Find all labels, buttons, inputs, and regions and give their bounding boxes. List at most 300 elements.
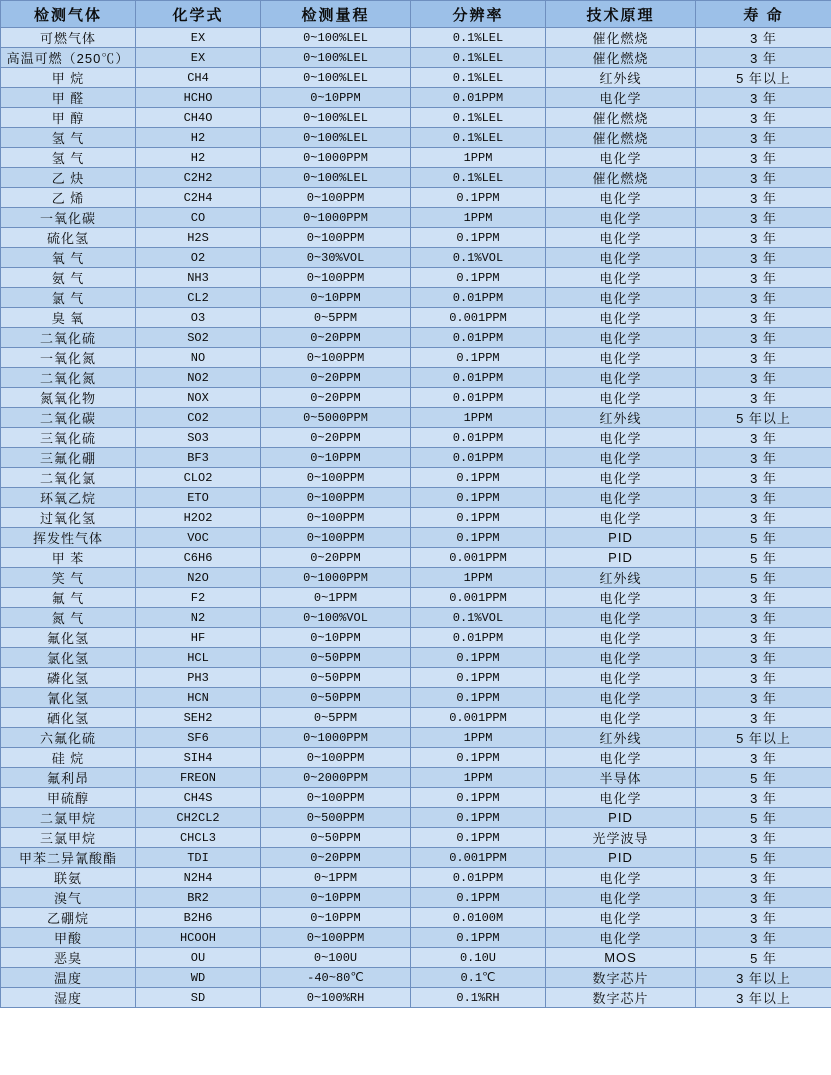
cell-range: 0~100%RH [261, 988, 411, 1008]
cell-gas-name: 氯化氢 [1, 648, 136, 668]
table-row [1, 968, 831, 988]
cell-resolution: 0.001PPM [411, 548, 546, 568]
cell-formula: NO2 [136, 368, 261, 388]
cell-resolution: 0.1PPM [411, 648, 546, 668]
cell-principle: 电化学 [546, 668, 696, 688]
cell-range: 0~100%LEL [261, 68, 411, 88]
cell-formula: ETO [136, 488, 261, 508]
cell-principle: 红外线 [546, 568, 696, 588]
cell-lifetime: 3 年 [696, 288, 831, 308]
table-row [1, 868, 831, 888]
cell-range: 0~100PPM [261, 228, 411, 248]
cell-lifetime: 3 年 [696, 908, 831, 928]
cell-range: 0~1000PPM [261, 728, 411, 748]
cell-lifetime: 3 年 [696, 28, 831, 48]
table-row [1, 588, 831, 608]
cell-lifetime: 5 年 [696, 948, 831, 968]
cell-gas-name: 氟利昂 [1, 768, 136, 788]
cell-lifetime: 3 年 [696, 308, 831, 328]
cell-range: 0~100%LEL [261, 168, 411, 188]
table-row [1, 408, 831, 428]
cell-range: 0~10PPM [261, 448, 411, 468]
cell-principle: 电化学 [546, 188, 696, 208]
cell-lifetime: 3 年 [696, 168, 831, 188]
cell-resolution: 1PPM [411, 208, 546, 228]
cell-resolution: 0.001PPM [411, 848, 546, 868]
column-header-range: 检测量程 [261, 1, 411, 28]
cell-gas-name: 六氟化硫 [1, 728, 136, 748]
cell-gas-name: 过氧化氢 [1, 508, 136, 528]
cell-resolution: 1PPM [411, 728, 546, 748]
cell-principle: 电化学 [546, 628, 696, 648]
cell-principle: 电化学 [546, 368, 696, 388]
cell-formula: SO3 [136, 428, 261, 448]
cell-gas-name: 二氧化碳 [1, 408, 136, 428]
cell-range: 0~100%LEL [261, 48, 411, 68]
cell-range: 0~20PPM [261, 368, 411, 388]
cell-formula: H2 [136, 128, 261, 148]
column-header-principle: 技术原理 [546, 1, 696, 28]
cell-gas-name: 氯 气 [1, 288, 136, 308]
cell-lifetime: 3 年 [696, 888, 831, 908]
cell-lifetime: 3 年 [696, 788, 831, 808]
cell-resolution: 0.1PPM [411, 188, 546, 208]
cell-formula: SO2 [136, 328, 261, 348]
cell-gas-name: 环氧乙烷 [1, 488, 136, 508]
cell-gas-name: 二氯甲烷 [1, 808, 136, 828]
cell-formula: H2S [136, 228, 261, 248]
cell-formula: H2 [136, 148, 261, 168]
table-row [1, 728, 831, 748]
cell-principle: 电化学 [546, 388, 696, 408]
cell-range: 0~10PPM [261, 288, 411, 308]
cell-principle: 电化学 [546, 508, 696, 528]
cell-resolution: 1PPM [411, 768, 546, 788]
cell-formula: CO2 [136, 408, 261, 428]
cell-principle: 电化学 [546, 208, 696, 228]
cell-resolution: 0.1PPM [411, 748, 546, 768]
table-row [1, 788, 831, 808]
cell-gas-name: 硒化氢 [1, 708, 136, 728]
table-row [1, 48, 831, 68]
cell-range: 0~100PPM [261, 528, 411, 548]
cell-resolution: 0.1%RH [411, 988, 546, 1008]
table-row [1, 308, 831, 328]
cell-principle: 电化学 [546, 228, 696, 248]
cell-range: 0~50PPM [261, 828, 411, 848]
cell-range: 0~100PPM [261, 348, 411, 368]
cell-resolution: 0.1PPM [411, 888, 546, 908]
cell-gas-name: 乙 烯 [1, 188, 136, 208]
cell-formula: HCL [136, 648, 261, 668]
cell-lifetime: 3 年 [696, 388, 831, 408]
cell-principle: PID [546, 528, 696, 548]
cell-lifetime: 3 年 [696, 128, 831, 148]
cell-resolution: 0.1%VOL [411, 248, 546, 268]
cell-principle: 电化学 [546, 308, 696, 328]
cell-range: 0~10PPM [261, 88, 411, 108]
cell-gas-name: 恶臭 [1, 948, 136, 968]
cell-lifetime: 3 年 [696, 48, 831, 68]
cell-formula: CH4S [136, 788, 261, 808]
cell-gas-name: 三氯甲烷 [1, 828, 136, 848]
cell-formula: CO [136, 208, 261, 228]
cell-principle: 电化学 [546, 908, 696, 928]
cell-gas-name: 甲苯二异氰酸酯 [1, 848, 136, 868]
cell-gas-name: 氧 气 [1, 248, 136, 268]
table-row [1, 568, 831, 588]
cell-resolution: 0.1℃ [411, 968, 546, 988]
cell-lifetime: 3 年 [696, 668, 831, 688]
table-row [1, 368, 831, 388]
cell-gas-name: 磷化氢 [1, 668, 136, 688]
table-row [1, 768, 831, 788]
table-row [1, 28, 831, 48]
cell-gas-name: 氟 气 [1, 588, 136, 608]
table-row [1, 708, 831, 728]
cell-range: 0~10PPM [261, 888, 411, 908]
cell-resolution: 0.01PPM [411, 628, 546, 648]
cell-lifetime: 5 年以上 [696, 408, 831, 428]
cell-range: 0~1PPM [261, 868, 411, 888]
cell-resolution: 0.1PPM [411, 268, 546, 288]
cell-lifetime: 3 年 [696, 688, 831, 708]
cell-formula: HCN [136, 688, 261, 708]
cell-principle: 电化学 [546, 928, 696, 948]
cell-gas-name: 三氟化硼 [1, 448, 136, 468]
cell-gas-name: 可燃气体 [1, 28, 136, 48]
table-row [1, 688, 831, 708]
cell-formula: C6H6 [136, 548, 261, 568]
cell-principle: PID [546, 848, 696, 868]
cell-gas-name: 二氧化氯 [1, 468, 136, 488]
cell-gas-name: 笑 气 [1, 568, 136, 588]
cell-principle: 电化学 [546, 788, 696, 808]
cell-resolution: 0.01PPM [411, 368, 546, 388]
cell-gas-name: 挥发性气体 [1, 528, 136, 548]
cell-lifetime: 3 年 [696, 448, 831, 468]
cell-resolution: 0.1PPM [411, 828, 546, 848]
cell-gas-name: 臭 氧 [1, 308, 136, 328]
cell-formula: CH4 [136, 68, 261, 88]
table-row [1, 328, 831, 348]
cell-formula: CLO2 [136, 468, 261, 488]
table-row [1, 808, 831, 828]
cell-gas-name: 二氧化硫 [1, 328, 136, 348]
cell-gas-name: 氢 气 [1, 128, 136, 148]
cell-lifetime: 5 年 [696, 528, 831, 548]
cell-range: 0~100%LEL [261, 28, 411, 48]
cell-formula: FREON [136, 768, 261, 788]
cell-resolution: 0.1%LEL [411, 28, 546, 48]
cell-formula: CH2CL2 [136, 808, 261, 828]
table-row [1, 648, 831, 668]
cell-gas-name: 湿度 [1, 988, 136, 1008]
cell-principle: MOS [546, 948, 696, 968]
cell-resolution: 0.1PPM [411, 668, 546, 688]
cell-gas-name: 一氧化碳 [1, 208, 136, 228]
cell-range: 0~30%VOL [261, 248, 411, 268]
cell-resolution: 1PPM [411, 568, 546, 588]
cell-principle: 电化学 [546, 268, 696, 288]
cell-range: 0~50PPM [261, 688, 411, 708]
cell-formula: N2H4 [136, 868, 261, 888]
cell-formula: SF6 [136, 728, 261, 748]
cell-resolution: 0.0100M [411, 908, 546, 928]
cell-range: 0~100PPM [261, 928, 411, 948]
cell-formula: C2H2 [136, 168, 261, 188]
cell-lifetime: 5 年以上 [696, 68, 831, 88]
cell-range: 0~50PPM [261, 648, 411, 668]
cell-range: 0~100%LEL [261, 108, 411, 128]
table-row [1, 168, 831, 188]
cell-formula: SEH2 [136, 708, 261, 728]
cell-resolution: 0.1%LEL [411, 48, 546, 68]
cell-resolution: 0.10U [411, 948, 546, 968]
cell-lifetime: 3 年 [696, 148, 831, 168]
cell-resolution: 0.1PPM [411, 808, 546, 828]
cell-formula: CH4O [136, 108, 261, 128]
cell-range: 0~20PPM [261, 548, 411, 568]
cell-lifetime: 3 年 [696, 348, 831, 368]
cell-formula: TDI [136, 848, 261, 868]
cell-lifetime: 3 年 [696, 108, 831, 128]
cell-range: 0~20PPM [261, 848, 411, 868]
cell-formula: HF [136, 628, 261, 648]
table-header [1, 1, 831, 28]
cell-principle: 催化燃烧 [546, 28, 696, 48]
cell-gas-name: 氮 气 [1, 608, 136, 628]
cell-resolution: 0.01PPM [411, 428, 546, 448]
cell-gas-name: 甲 苯 [1, 548, 136, 568]
cell-formula: N2O [136, 568, 261, 588]
cell-range: 0~5PPM [261, 308, 411, 328]
cell-formula: N2 [136, 608, 261, 628]
cell-lifetime: 3 年 [696, 328, 831, 348]
cell-lifetime: 3 年 [696, 428, 831, 448]
cell-lifetime: 5 年以上 [696, 728, 831, 748]
cell-resolution: 0.01PPM [411, 868, 546, 888]
cell-formula: SIH4 [136, 748, 261, 768]
cell-range: 0~1000PPM [261, 208, 411, 228]
cell-formula: PH3 [136, 668, 261, 688]
table-row [1, 448, 831, 468]
cell-resolution: 0.1PPM [411, 688, 546, 708]
cell-range: 0~100PPM [261, 188, 411, 208]
cell-principle: 电化学 [546, 488, 696, 508]
cell-principle: 电化学 [546, 348, 696, 368]
column-header-formula: 化学式 [136, 1, 261, 28]
table-row [1, 488, 831, 508]
cell-gas-name: 乙 炔 [1, 168, 136, 188]
cell-gas-name: 高温可燃（250℃） [1, 48, 136, 68]
cell-principle: 催化燃烧 [546, 108, 696, 128]
cell-resolution: 0.001PPM [411, 588, 546, 608]
cell-range: 0~2000PPM [261, 768, 411, 788]
cell-principle: 电化学 [546, 688, 696, 708]
cell-gas-name: 联氨 [1, 868, 136, 888]
cell-principle: 红外线 [546, 68, 696, 88]
table-row [1, 848, 831, 868]
cell-principle: PID [546, 548, 696, 568]
cell-resolution: 1PPM [411, 408, 546, 428]
cell-lifetime: 3 年 [696, 228, 831, 248]
cell-lifetime: 3 年 [696, 488, 831, 508]
cell-formula: C2H4 [136, 188, 261, 208]
cell-lifetime: 5 年 [696, 548, 831, 568]
table-row [1, 248, 831, 268]
cell-lifetime: 3 年以上 [696, 988, 831, 1008]
cell-lifetime: 3 年 [696, 208, 831, 228]
table-row [1, 468, 831, 488]
cell-lifetime: 3 年 [696, 188, 831, 208]
cell-range: 0~20PPM [261, 328, 411, 348]
cell-formula: H2O2 [136, 508, 261, 528]
cell-range: -40~80℃ [261, 968, 411, 988]
table-row [1, 628, 831, 648]
cell-formula: EX [136, 48, 261, 68]
cell-principle: 电化学 [546, 588, 696, 608]
cell-principle: 电化学 [546, 748, 696, 768]
cell-range: 0~5000PPM [261, 408, 411, 428]
cell-range: 0~20PPM [261, 428, 411, 448]
cell-lifetime: 3 年 [696, 748, 831, 768]
cell-range: 0~100%VOL [261, 608, 411, 628]
cell-lifetime: 3 年 [696, 828, 831, 848]
cell-range: 0~10PPM [261, 908, 411, 928]
cell-formula: OU [136, 948, 261, 968]
table-row [1, 288, 831, 308]
cell-principle: 催化燃烧 [546, 168, 696, 188]
cell-lifetime: 3 年 [696, 88, 831, 108]
cell-lifetime: 3 年 [696, 868, 831, 888]
cell-range: 0~20PPM [261, 388, 411, 408]
cell-principle: 数字芯片 [546, 968, 696, 988]
cell-range: 0~100U [261, 948, 411, 968]
cell-principle: 电化学 [546, 608, 696, 628]
cell-lifetime: 3 年 [696, 248, 831, 268]
cell-formula: O2 [136, 248, 261, 268]
cell-principle: 电化学 [546, 468, 696, 488]
cell-principle: 电化学 [546, 448, 696, 468]
cell-principle: 红外线 [546, 728, 696, 748]
cell-gas-name: 甲 醛 [1, 88, 136, 108]
cell-formula: HCOOH [136, 928, 261, 948]
cell-lifetime: 3 年 [696, 608, 831, 628]
cell-principle: 电化学 [546, 648, 696, 668]
cell-principle: 电化学 [546, 148, 696, 168]
cell-resolution: 0.1PPM [411, 528, 546, 548]
cell-formula: F2 [136, 588, 261, 608]
table-row [1, 388, 831, 408]
table-row [1, 748, 831, 768]
table-row [1, 68, 831, 88]
cell-resolution: 0.1%LEL [411, 128, 546, 148]
table-row [1, 148, 831, 168]
column-header-lifetime: 寿 命 [696, 1, 831, 28]
cell-formula: B2H6 [136, 908, 261, 928]
cell-gas-name: 氟化氢 [1, 628, 136, 648]
cell-range: 0~100PPM [261, 468, 411, 488]
table-row [1, 608, 831, 628]
header-row [1, 1, 831, 28]
cell-gas-name: 硫化氢 [1, 228, 136, 248]
cell-principle: 数字芯片 [546, 988, 696, 1008]
cell-principle: 电化学 [546, 288, 696, 308]
cell-principle: 电化学 [546, 428, 696, 448]
cell-lifetime: 3 年 [696, 928, 831, 948]
cell-resolution: 0.1PPM [411, 508, 546, 528]
cell-range: 0~50PPM [261, 668, 411, 688]
cell-resolution: 0.1PPM [411, 928, 546, 948]
table-row [1, 988, 831, 1008]
cell-resolution: 0.01PPM [411, 448, 546, 468]
cell-resolution: 0.01PPM [411, 88, 546, 108]
cell-principle: 电化学 [546, 708, 696, 728]
cell-range: 0~100PPM [261, 748, 411, 768]
cell-gas-name: 一氧化氮 [1, 348, 136, 368]
cell-principle: 电化学 [546, 328, 696, 348]
cell-formula: CHCL3 [136, 828, 261, 848]
table-row [1, 208, 831, 228]
cell-gas-name: 溴气 [1, 888, 136, 908]
table-row [1, 128, 831, 148]
cell-gas-name: 甲酸 [1, 928, 136, 948]
cell-formula: NOX [136, 388, 261, 408]
cell-range: 0~100%LEL [261, 128, 411, 148]
cell-range: 0~1000PPM [261, 568, 411, 588]
cell-resolution: 0.1%LEL [411, 168, 546, 188]
cell-gas-name: 三氧化硫 [1, 428, 136, 448]
cell-principle: 电化学 [546, 248, 696, 268]
table-row [1, 188, 831, 208]
cell-resolution: 0.01PPM [411, 388, 546, 408]
table-row [1, 528, 831, 548]
cell-gas-name: 氨 气 [1, 268, 136, 288]
cell-formula: SD [136, 988, 261, 1008]
cell-lifetime: 3 年以上 [696, 968, 831, 988]
cell-lifetime: 5 年 [696, 808, 831, 828]
cell-resolution: 0.1PPM [411, 468, 546, 488]
cell-formula: WD [136, 968, 261, 988]
cell-lifetime: 3 年 [696, 508, 831, 528]
table-row [1, 668, 831, 688]
cell-gas-name: 甲 醇 [1, 108, 136, 128]
cell-resolution: 0.1%LEL [411, 68, 546, 88]
cell-lifetime: 5 年 [696, 848, 831, 868]
cell-formula: BF3 [136, 448, 261, 468]
table-row [1, 928, 831, 948]
table-body [1, 28, 831, 1008]
cell-gas-name: 氰化氢 [1, 688, 136, 708]
cell-resolution: 0.001PPM [411, 308, 546, 328]
cell-principle: PID [546, 808, 696, 828]
table-row [1, 508, 831, 528]
column-header-resolution: 分辨率 [411, 1, 546, 28]
cell-lifetime: 3 年 [696, 268, 831, 288]
table-row [1, 888, 831, 908]
table-row [1, 948, 831, 968]
cell-principle: 催化燃烧 [546, 48, 696, 68]
cell-gas-name: 甲 烷 [1, 68, 136, 88]
cell-resolution: 0.1PPM [411, 228, 546, 248]
cell-formula: EX [136, 28, 261, 48]
cell-resolution: 0.01PPM [411, 288, 546, 308]
cell-lifetime: 5 年 [696, 568, 831, 588]
cell-resolution: 0.1PPM [411, 488, 546, 508]
cell-lifetime: 3 年 [696, 648, 831, 668]
cell-lifetime: 3 年 [696, 468, 831, 488]
